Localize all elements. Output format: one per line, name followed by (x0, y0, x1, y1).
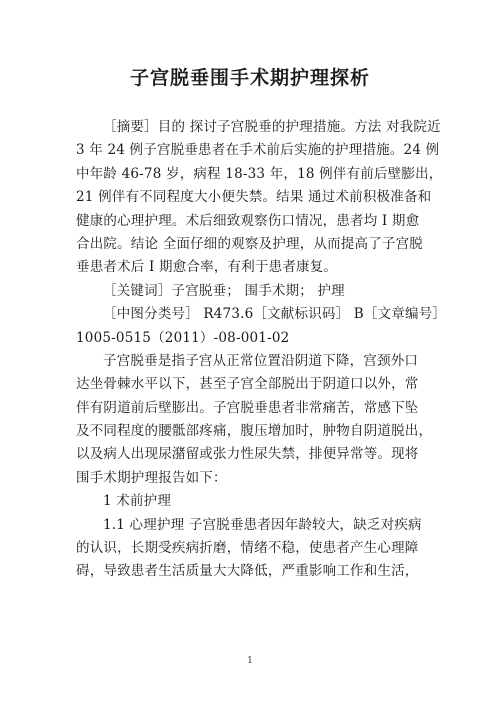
text-line: 碍，导致患者生活质量大大降低，严重影响工作和生活， (76, 563, 419, 580)
text-line: 3 年 24 例子宫脱垂患者在手术前后实施的护理措施。24 例 (76, 142, 440, 159)
text-line: 垂患者术后 I 期愈合率，有利于患者康复。 (76, 259, 338, 276)
text-line: 围手术期护理报告如下： (76, 469, 227, 486)
text-line: 达坐骨棘水平以下，甚至子宫全部脱出于阴道口以外，常 (76, 376, 419, 393)
text-line: 及不同程度的腰骶部疼痛，腹压增加时，肿物自阴道脱出， (76, 423, 433, 440)
page-number: 1 (247, 656, 253, 666)
text-line: 健康的心理护理。术后细致观察伤口情况，患者均 I 期愈 (76, 212, 420, 229)
text-line: 合出院。结论 全面仔细的观察及护理，从而提高了子宫脱 (76, 235, 423, 252)
text-line: 1.1 心理护理 子宫脱垂患者因年龄较大，缺乏对疾病 (103, 516, 422, 533)
text-line: 子宫脱垂是指子宫从正常位置沿阴道下降，宫颈外口 (103, 352, 419, 369)
text-line: 1 术前护理 (103, 493, 172, 510)
text-line: ［关键词］子宫脱垂； 围手术期； 护理 (103, 282, 345, 299)
text-line: 1005-0515（2011）-08-001-02 (76, 329, 290, 346)
text-line: 21 例伴有不同程度大小便失禁。结果 通过术前积极准备和 (76, 189, 432, 206)
text-line: ［摘要］目的 探讨子宫脱垂的护理措施。方法 对我院近 (103, 119, 441, 135)
text-line: ［中图分类号］ R473.6［文献标识码］ B［文章编号］ (103, 306, 447, 323)
text-line: 伴有阴道前后壁膨出。子宫脱垂患者非常痛苦，常感下坠 (76, 399, 419, 416)
text-line: 中年龄 46-78 岁，病程 18-33 年，18 例伴有前后壁膨出， (76, 165, 443, 182)
document-title: 子宫脱垂围手术期护理探析 (129, 67, 370, 89)
text-line: 的认识，长期受疾病折磨，情绪不稳，使患者产生心理障 (76, 540, 419, 557)
document-body (76, 116, 447, 584)
text-line: 以及病人出现尿潴留或张力性尿失禁，排便异常等。现将 (76, 446, 419, 463)
